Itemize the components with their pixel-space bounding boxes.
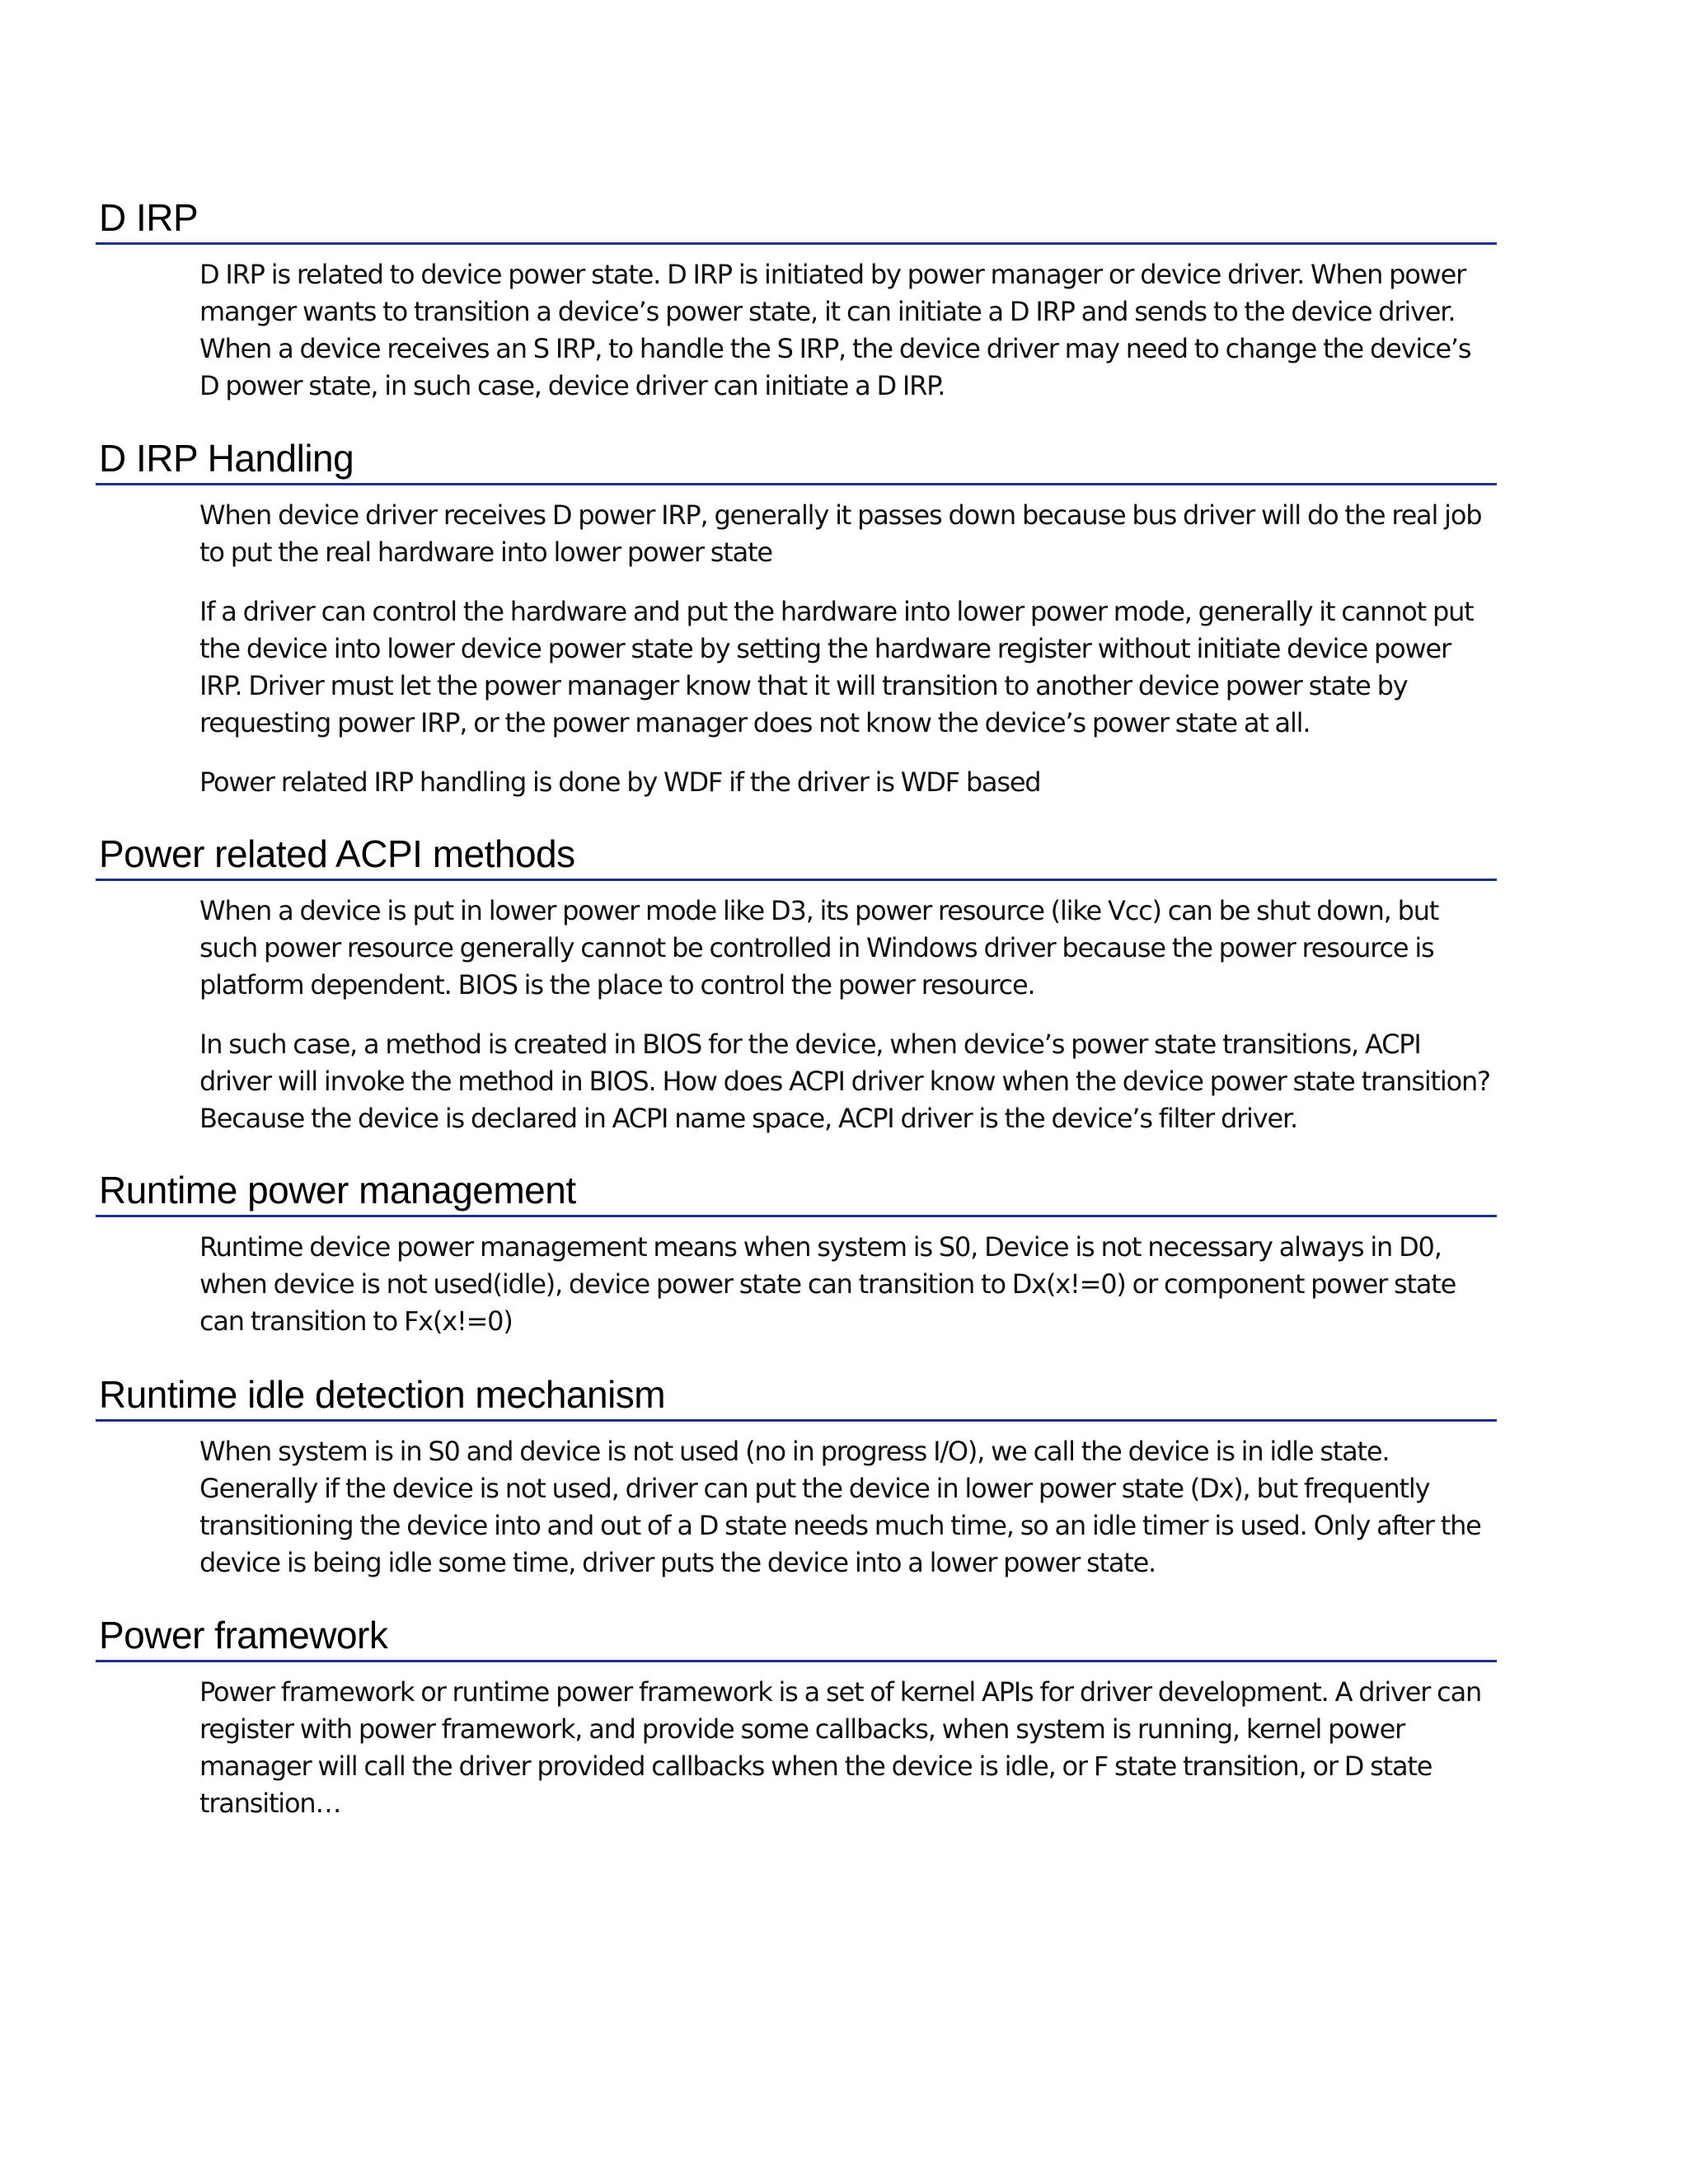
paragraph: When system is in S0 and device is not used (no in progress I/O), we call the device is in idle state. Generally if the device is not used, driver can put the device in lower power state (Dx), but frequently transitioning the device into and out of a D state needs much time, so an idle timer is used. Only after the device is being idle some time, driver puts the device into a lower power state. [199, 1436, 1481, 1578]
paragraph: Power framework or runtime power framework is a set of kernel APIs for driver development. A driver can register with power framework, and provide some callbacks, when system is running, kernel power manager will call the driver provided callbacks when the device is idle, or F state transition, or D state transition… [199, 1676, 1482, 1819]
section-body [199, 256, 1493, 405]
paragraph: When device driver receives D power IRP, generally it passes down because bus driver will do the real job to put the real hardware into lower power state [199, 499, 1482, 568]
section-body [199, 497, 1493, 801]
section-divider [96, 242, 1497, 245]
paragraph: Runtime device power management means when system is S0, Device is not necessary always in D0, when device is not used(idle), device power state can transition to Dx(x!=0) or component power state can transition to Fx(x!=0) [199, 1231, 1456, 1337]
section-body [199, 1433, 1493, 1582]
section-divider [96, 1660, 1497, 1662]
section-runtime-idle-detection [96, 1371, 1497, 1582]
paragraph: When a device is put in lower power mode like D3, its power resource (like Vcc) can be shut down, but such power resource generally cannot be controlled in Windows driver because the power resource is platform dependent. BIOS is the place to control the power resource. [199, 895, 1439, 1001]
section-power-related-acpi-methods [96, 831, 1497, 1137]
section-title: Runtime idle detection mechanism [99, 1373, 666, 1416]
section-runtime-power-management [96, 1167, 1497, 1340]
section-divider [96, 1215, 1497, 1217]
section-d-irp [96, 194, 1497, 405]
section-body [199, 1229, 1493, 1340]
section-divider [96, 483, 1497, 485]
section-body [199, 1674, 1493, 1822]
section-d-irp-handling [96, 435, 1497, 801]
section-power-framework [96, 1612, 1497, 1822]
section-title: D IRP [99, 196, 199, 239]
paragraph: Power related IRP handling is done by WDF if the driver is WDF based [199, 766, 1041, 798]
paragraph: If a driver can control the hardware and put the hardware into lower power mode, generally it cannot put the device into lower device power state by setting the hardware register without initiate device power IRP. Driver must let the power manager know that it will transition to another device power state by requesting power IRP, or the power manager does not know the device’s power state at all. [199, 596, 1474, 738]
section-title: Power framework [99, 1614, 388, 1657]
paragraph: In such case, a method is created in BIOS for the device, when device’s power state transitions, ACPI driver will invoke the method in BIOS. How does ACPI driver know when the device power state transition? Because the device is declared in ACPI name space, ACPI driver is the device’s filter driver. [199, 1029, 1490, 1134]
section-title: Power related ACPI methods [99, 832, 575, 875]
section-divider [96, 1419, 1497, 1422]
paragraph: D IRP is related to device power state. D IRP is initiated by power manager or device driver. When power manger wants to transition a device’s power state, it can initiate a D IRP and sends to the device driver. When a device receives an S IRP, to handle the S IRP, the device driver may need to change the device’s D power state, in such case, device driver can initiate a D IRP. [199, 259, 1471, 401]
section-divider [96, 879, 1497, 881]
section-title: Runtime power management [99, 1169, 576, 1212]
section-body [199, 893, 1493, 1137]
section-title: D IRP Handling [99, 437, 354, 480]
